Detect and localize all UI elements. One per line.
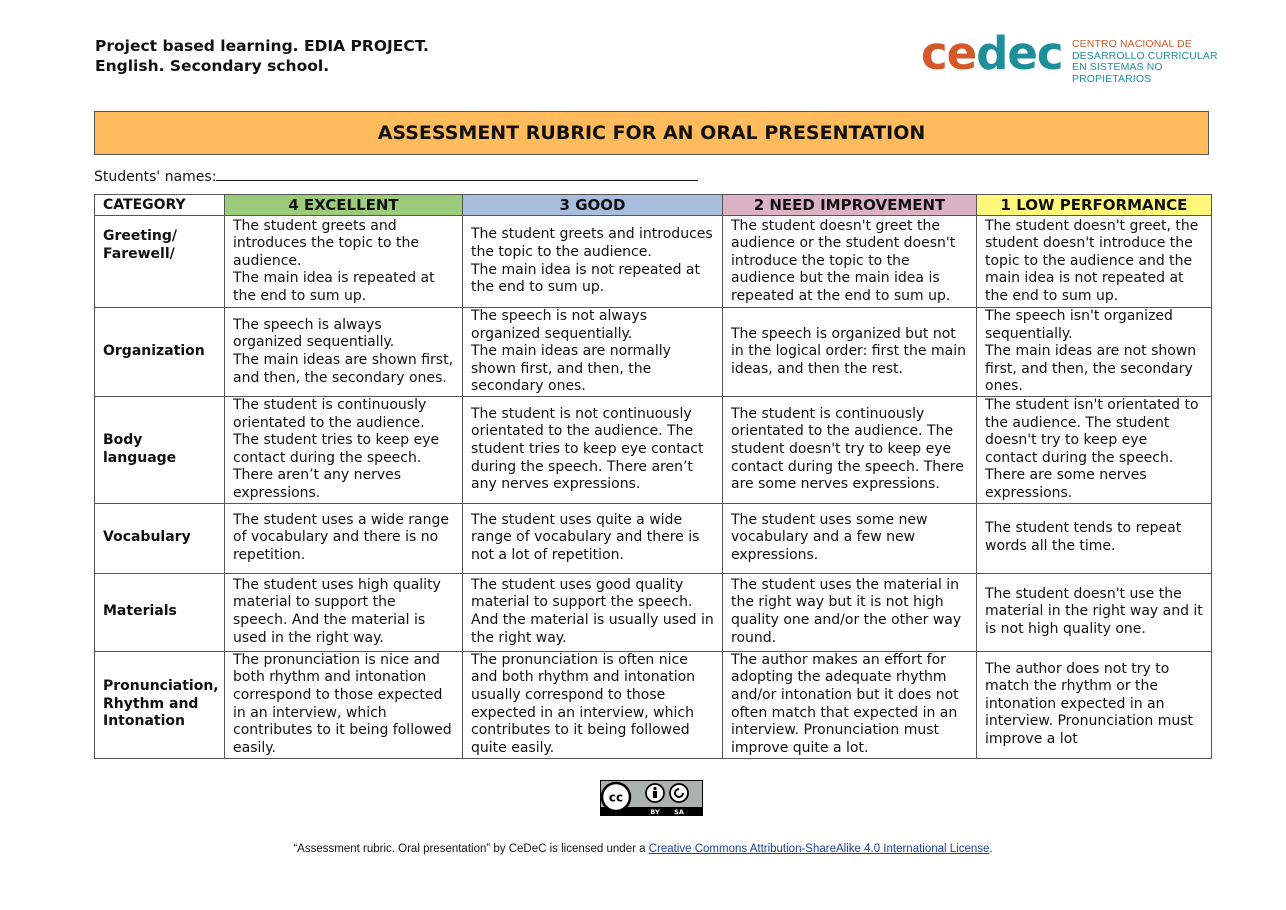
header-line-2: English. Secondary school. <box>95 57 330 75</box>
header-line-1: Project based learning. EDIA PROJECT. <box>95 37 429 55</box>
cell-good: The speech is not always organized sequentially. The main ideas are normally shown first, and then, the secondary ones. <box>463 308 723 397</box>
logo-sub-line-1: CENTRO NACIONAL DE <box>1072 38 1192 50</box>
row-category: Greeting/ Farewell/ <box>95 216 225 308</box>
cell-excellent: The student greets and introduces the topic to the audience. The main idea is repeated at the end to sum up. <box>225 216 463 308</box>
cell-need-improvement: The student is continuously orientated to the audience. The student doesn't try to keep eye contact during the speech. There are some nerves expressions. <box>723 397 977 504</box>
rubric-table <box>94 194 1212 759</box>
table-row <box>95 308 1212 397</box>
students-blank-line <box>216 166 698 181</box>
header-good: 3 GOOD <box>463 195 723 216</box>
row-category: Body language <box>95 397 225 504</box>
row-category: Materials <box>95 573 225 651</box>
license-link[interactable]: Creative Commons Attribution-ShareAlike 4.0 International License <box>648 843 990 855</box>
cell-excellent: The student is continuously orientated to the audience. The student tries to keep eye contact during the speech. There aren’t any nerves expressions. <box>225 397 463 504</box>
sa-icon <box>670 784 688 802</box>
cell-excellent: The speech is always organized sequentially. The main ideas are shown first, and then, the secondary ones. <box>225 308 463 397</box>
cell-low-performance: The student tends to repeat words all the time. <box>977 503 1212 573</box>
header-low-performance: 1 LOW PERFORMANCE <box>977 195 1212 216</box>
header-excellent: 4 EXCELLENT <box>225 195 463 216</box>
sa-label: SA <box>674 808 684 816</box>
cell-low-performance: The student doesn't use the material in the right way and it is not high quality one. <box>977 573 1212 651</box>
row-category: Pronunciation, Rhythm and Intonation <box>95 651 225 758</box>
table-row <box>95 651 1212 758</box>
table-row <box>95 397 1212 504</box>
row-category: Organization <box>95 308 225 397</box>
cell-low-performance: The student isn't orientated to the audience. The student doesn't try to keep eye contact during the speech. There are some nerves expressions. <box>977 397 1212 504</box>
cc-by-sa-badge[interactable] <box>600 780 703 816</box>
rubric-title: ASSESSMENT RUBRIC FOR AN ORAL PRESENTATION <box>94 111 1209 155</box>
table-row <box>95 573 1212 651</box>
logo-wordmark <box>921 28 1063 80</box>
cell-good: The pronunciation is often nice and both rhythm and intonation usually correspond to those expected in an interview, which contributes to it being followed quite easily. <box>463 651 723 758</box>
header-category: CATEGORY <box>95 195 225 216</box>
cedec-logo <box>921 27 1241 85</box>
table-row <box>95 216 1212 308</box>
cell-excellent: The student uses high quality material to support the speech. And the material is used in the right way. <box>225 573 463 651</box>
cell-low-performance: The author does not try to match the rhythm or the intonation expected in an interview. Pronunciation must improve a lot <box>977 651 1212 758</box>
header-need-improvement: 2 NEED IMPROVEMENT <box>723 195 977 216</box>
by-icon-body <box>653 791 657 798</box>
cell-need-improvement: The student doesn't greet the audience or the student doesn't introduce the topic to the audience but the main idea is repeated at the end to sum up. <box>723 216 977 308</box>
cell-need-improvement: The speech is organized but not in the logical order: first the main ideas, and then the rest. <box>723 308 977 397</box>
cell-low-performance: The student doesn't greet, the student doesn't introduce the topic to the audience and the main idea is not repeated at the end to sum up. <box>977 216 1212 308</box>
by-label: BY <box>650 808 660 816</box>
students-label: Students' names: <box>94 169 217 185</box>
cell-good: The student uses quite a wide range of vocabulary and there is not a lot of repetition. <box>463 503 723 573</box>
cell-excellent: The pronunciation is nice and both rhythm and intonation correspond to those expected in an interview, which contributes to it being followed easily. <box>225 651 463 758</box>
by-icon-head <box>653 787 656 790</box>
cell-need-improvement: The student uses the material in the right way but it is not high quality one and/or the other way round. <box>723 573 977 651</box>
table-row <box>95 503 1212 573</box>
document-header <box>95 36 429 76</box>
cell-good: The student greets and introduces the topic to the audience. The main idea is not repeated at the end to sum up. <box>463 216 723 308</box>
students-names-field <box>94 166 698 185</box>
cell-need-improvement: The author makes an effort for adopting the adequate rhythm and/or intonation but it does not often match that expected in an interview. Pronunciation must improve quite a lot. <box>723 651 977 758</box>
logo-word-dec: dec <box>976 27 1063 80</box>
cell-good: The student uses good quality material to support the speech. And the material is usually used in the right way. <box>463 573 723 651</box>
footer-text: “Assessment rubric. Oral presentation” by CeDeC is licensed under a <box>293 843 649 855</box>
cell-excellent: The student uses a wide range of vocabulary and there is no repetition. <box>225 503 463 573</box>
rubric-header-row <box>95 195 1212 216</box>
logo-sub-line-3: EN SISTEMAS NO PROPIETARIOS <box>1072 61 1163 85</box>
cc-icon-text: cc <box>608 790 624 805</box>
cell-good: The student is not continuously orientated to the audience. The student tries to keep eye contact during the speech. There aren’t any nerves expressions. <box>463 397 723 504</box>
footer-end: . <box>989 843 993 855</box>
logo-sub-line-2: DESARROLLO CURRICULAR <box>1072 49 1218 62</box>
license-footer <box>0 843 1286 855</box>
logo-subtitle <box>1072 39 1241 85</box>
cell-need-improvement: The student uses some new vocabulary and a few new expressions. <box>723 503 977 573</box>
logo-word-ce: ce <box>921 27 977 80</box>
row-category: Vocabulary <box>95 503 225 573</box>
cell-low-performance: The speech isn't organized sequentially. The main ideas are not shown first, and then, the secondary ones. <box>977 308 1212 397</box>
